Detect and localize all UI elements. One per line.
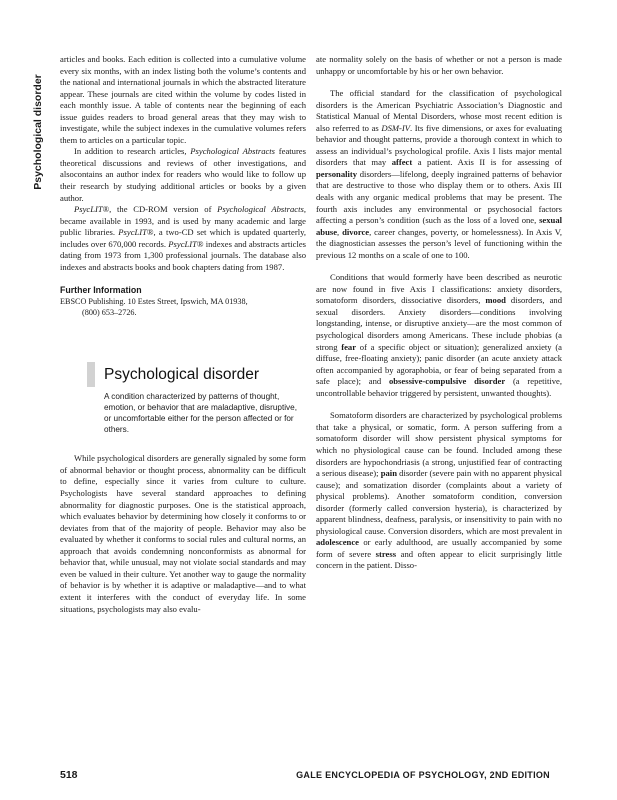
page-number: 518: [60, 769, 78, 781]
entry-accent-bar: [87, 362, 95, 387]
page-footer: [60, 769, 550, 783]
right-paragraph-3: Conditions that would formerly have been described as neurotic are now found in five Axis I classifications: anxiety disorders, somatoform disorders, dissociative disorders, mood disorders, and sexual disorders. Anxiety disorders—conditions involving longstanding, intense, or disruptive anxiety—are the most common of psychological disorders among Americans. These include phobias (a strong fear of a specific object or situation); generalized anxiety (a diffuse, free-floating anxiety); panic disorder (an acute anxiety attack often accompanied by agoraphobia, or fear of being separated from a safe place); and obsessive-compulsive disorder (a repetitive, uncontrollable behavior triggered by persistent, unwanted thoughts).: [316, 272, 562, 398]
left-column: [60, 54, 306, 615]
side-tab: [28, 62, 48, 202]
entry-title: Psychological disorder: [104, 366, 260, 384]
right-paragraph-1: ate normality solely on the basis of whether or not a person is made unhappy or uncomfortable by his or her own behavior.: [316, 54, 562, 76]
running-title: GALE ENCYCLOPEDIA OF PSYCHOLOGY, 2ND EDITION: [296, 770, 550, 780]
right-paragraph-4: Somatoform disorders are characterized by psychological problems that take a physical, or somatic, form. A person suffering from a somatoform disorder will show persistent physical symptoms for which no physiological cause can be found. Included among these disorders are hypochondriasis (a strong, unjustified fear of contracting a serious disease); pain disorder (severe pain with no apparent physical cause); and somatization disorder (complaints about a variety of physical problems). Another somatoform condition, conversion disorder (formerly called conversion hysteria), is characterized by apparent blindness, deafness, paralysis, or insensitivity to pain with no physiological cause. Conversion disorders, which are most prevalent in adolescence or early adulthood, are usually accompanied by some form of severe stress and often appear to elicit surprisingly little concern in the patient. Disso-: [316, 410, 563, 571]
left-paragraph-3: PsycLIT®, the CD-ROM version of Psychological Abstracts, became available in 1993, and is used by many academic and large public libraries. PsycLIT®, a two-CD set which is updated quarterly, includes over 670,000 records. PsycLIT® indexes and abstracts articles dating from 1973 from 1,300 professional journals. The database also indexes and abstracts books and book chapters dating from 1987.: [60, 204, 306, 272]
left-paragraph-2: In addition to research articles, Psychological Abstracts features theoretical discussions and reviews of other investigations, and alsocontains an author index for readers who would like to follow up their research by studying additional articles or books by a given author.: [60, 146, 306, 203]
further-information-line-1: EBSCO Publishing. 10 Estes Street, Ipswich, MA 01938,: [60, 297, 248, 307]
right-paragraph-2: The official standard for the classification of psychological disorders is the American Psychiatric Association’s Diagnostic and Statistical Manual of Mental Disorders, whose most recent edition is also referred to as DSM-IV. Its five dimensions, or axes for evaluating behavior and thought patterns, provide a thorough context in which to assess an individual’s psychological profile. Axis I lists major mental disorders that may affect a patient. Axis II is for assessing of personality disorders—lifelong, deeply ingrained patterns of behavior that are destructive to those who display them or to others. Axis III deals with any organic medical problems that may be present. The fourth axis includes any environmental or psychosocial factors affecting a person’s condition (such as the loss of a loved one, sexual abuse, divorce, career changes, poverty, or homelessness). In Axis V, the diagnostician assesses the person’s level of functioning within the previous 12 months on a scale of one to 100.: [316, 88, 563, 260]
right-column: [316, 54, 562, 572]
side-tab-label: Psychological disorder: [32, 74, 44, 190]
entry-definition: A condition characterized by patterns of thought, emotion, or behavior that are maladaptive, disruptive, or uncomfortable either for the person affected or for others.: [104, 392, 297, 435]
left-paragraph-1: articles and books. Each edition is collected into a cumulative volume every six months, with an index listing both the volume’s contents and the national and international journals in which the abstracted literature appear. These journals are cited within the volume by codes listed in each monthly issue. A table of contents near the beginning of each issue guides readers to broad general areas that they may wish to investigate, while the subject indexes in the cumulative volumes refers them to articles on a particular topic.: [60, 54, 306, 145]
entry-header: [60, 362, 306, 387]
left-paragraph-4: While psychological disorders are generally signaled by some form of abnormal behavior or thought process, abnormality can be difficult to define, especially since it varies from culture to culture. Psychologists have several standard approaches to defining abnormality for diagnostic purposes. One is the statistical approach, which evaluates behavior by determining how closely it conforms to or deviates from that of the majority of people. Behavior may also be evaluated by whether it conforms to social rules and cultural norms, an approach that avoids condemning nonconformists as abnormal for behavior that, while unusual, may not violate social standards and may even be valued in their culture. Yet another way to gauge the normality of behavior is by whether it is adaptive or maladaptive—and to what extent it interferes with the conduct of everyday life. In some situations, psychologists may also evalu-: [60, 453, 306, 614]
further-information-heading: Further Information: [60, 285, 142, 296]
further-information-line-2: (800) 653–2726.: [82, 308, 137, 318]
